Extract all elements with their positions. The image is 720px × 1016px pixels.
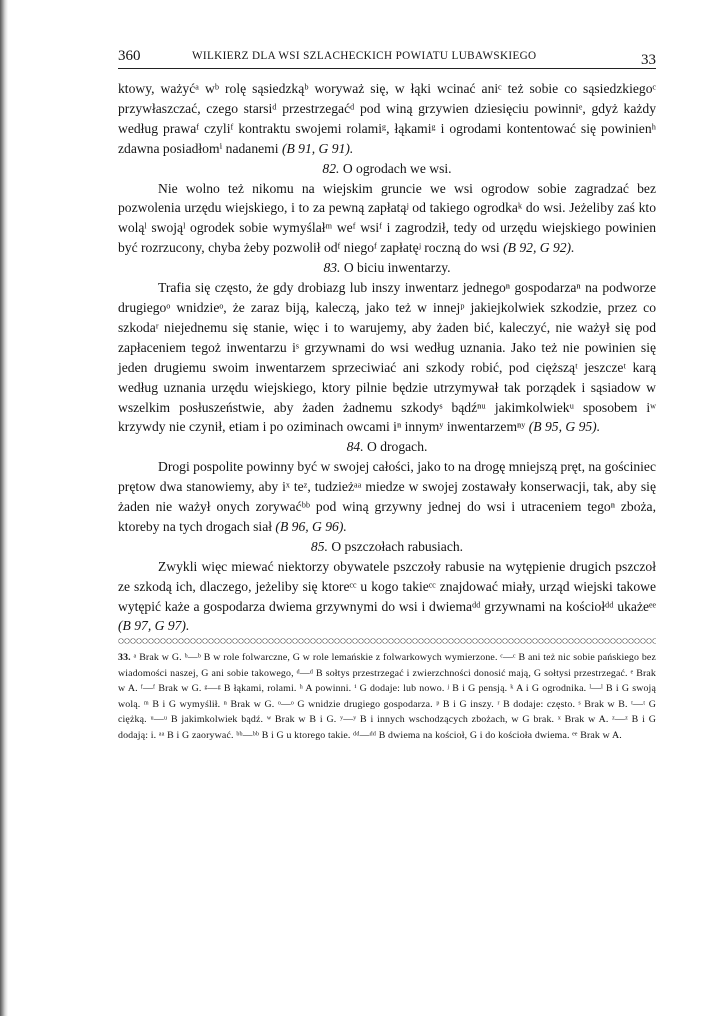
- source-reference: (B 95, G 95).: [528, 419, 601, 435]
- section-heading-85: [118, 537, 656, 557]
- section-title: O biciu inwentarzy.: [343, 260, 451, 276]
- section-number: 83.: [323, 260, 341, 276]
- paragraph-82: [118, 179, 656, 259]
- footnote-number: 33.: [118, 652, 131, 664]
- source-reference: (B 92, G 92).: [503, 240, 575, 256]
- paragraph-81-end: [118, 79, 656, 159]
- footnote-text: ᵃ Brak w G. ᵇ—ᵇ B w role folwarczne, G w role lemańskie z folwarkowych wymierzone. ᶜ—ᶜ B ani też nic sobie pańskiego bez wiadomości naszej, G ani sobie takowego, ᵈ—ᵈ B sołtys przestrzegać i zwierzchności donosić mają, G sołtysi przestrzegać. ᵉ Brak w A. ᶠ—ᶠ Brak w G. ᵍ—ᵍ B łąkami, rolami. ʰ A powinni. ⁱ G dodaje: lub nowo. ʲ B i G pensją. ᵏ A i G ogrodnika. ˡ—ˡ B i G swoją wolą. ᵐ B i G wymyślił. ⁿ Brak w G. ᵒ—ᵒ G wnidzie drugiego gospodarza. ᵖ B i G inszy. ʳ B dodaje: często. ˢ Brak w B. ᵗ—ᵗ G ciężką. ᵘ—ᵘ B jakimkolwiek bądź. ʷ Brak w B i G. ʸ—ʸ B i innych wschodzących zbożach, w G brak. ˣ Brak w A. ᶻ—ᶻ B i G dodają: i. ᵃᵃ B i G zaorywać. ᵇᵇ—ᵇᵇ B i G u ktorego takie. ᵈᵈ—ᵈᵈ B dwiema na kościoł, G i do kościoła dwiema. ᵉᵉ Brak w A.: [118, 652, 656, 741]
- document-number: 33: [641, 52, 656, 68]
- section-number: 85.: [310, 538, 328, 554]
- footnote-separator: [118, 638, 656, 644]
- section-heading-82: [118, 159, 656, 179]
- paragraph-85: [118, 557, 656, 637]
- paragraph-83: [118, 278, 656, 437]
- paragraph-text: Nie wolno też nikomu na wiejskim gruncie we wsi ogrodow sobie zagradzać bez pozwolenia urzędu wiejskiego, i to za pewną zapłatąʲ od takiego ogrodkaᵏ do wsi. Jeżeliby zaś kto woląˡ swojąˡ ogrodek sobie wymyślałᵐ weᶠ wsiᶠ i zagrodził, tedy od urzędu wiejskiego powinien być rozrzucony, chyba żeby pozwolił odᶠ niegoᶠ zapłatęʲ roczną do wsi: [118, 180, 656, 256]
- paragraph-text: Trafia się często, że gdy drobiazg lub inszy inwentarz jednegoⁿ gospodarzaⁿ na podworze drugiegoᵒ wnidzieᵒ, że zaraz biją, kaleczą, jako też w innejᵖ jakiejkolwiek szkodzie, przez co szkodaʳ niejednemu się stanie, więc i to warujemy, aby żaden bić, kaleczyć, nie ważył się pod zapłaceniem tegoż inwentarzu iˢ grzywnami do wsi według uznania. Jako też nie powinien się jeden drugiemu swoim inwentarzem sprzeciwiać ani szkody robić, pod cięższąᵗ jeszczeᵗ karą według uznania urzędu wiejskiego, ktory pilnie będzie utrzymywał tak porządek i sąsiadow w wszelkim posłuszeństwie, aby żaden żadnemu szkodyˢ bądźⁿᵘ jakimkolwiekᵘ sposobem iʷ krzywdy nie czynił, etiam i po oziminach owcami iⁿ innymʸ inwentarzemⁿʸ: [118, 280, 656, 435]
- paragraph-text: ktowy, ważyćᵃ wᵇ rolę sąsiedzkąᵇ woryważ się, w łąki wcinać aniᶜ też sobie co sąsiedzkiegoᶜ przywłaszczać, czego starsiᵈ przestrzegaćᵈ pod winą grzywien dziesięciu powinniᵉ, gdyż każdy według prawaᶠ czyliᶠ kontraktu swojemi rolamiᵍ, łąkamiᵍ i ogrodami kontentować się powinienʰ zdawna posiadłomⁱ nadanemi: [118, 81, 656, 156]
- section-title: O pszczołach rabusiach.: [331, 538, 464, 554]
- header-rule: [118, 68, 656, 69]
- critical-apparatus: [118, 650, 656, 743]
- book-page: [118, 44, 656, 743]
- main-text: [118, 79, 656, 636]
- section-number: 84.: [346, 439, 364, 455]
- section-title: O drogach.: [367, 439, 428, 455]
- footnote-block: [118, 650, 656, 743]
- page-number: 360: [118, 48, 141, 64]
- running-title: WILKIERZ DLA WSI SZLACHECKICH POWIATU LUBAWSKIEGO: [192, 50, 537, 62]
- source-reference: (B 97, G 97).: [118, 618, 190, 634]
- section-heading-84: [118, 437, 656, 457]
- source-reference: (B 96, G 96).: [275, 518, 347, 534]
- section-title: O ogrodach we wsi.: [342, 160, 452, 176]
- paragraph-text: Zwykli więc miewać niektorzy obywatele pszczoły rabusie na wytępienie drugich pszczoł ze szkodą ich, dlaczego, jeżeliby się ktoreᶜᶜ u kogo takieᶜᶜ znajdować miały, urząd wiejski takowe wytępić każe a gospodarza dwiema grzywnymi do wsi i dwiemaᵈᵈ grzywnami na kościołᵈᵈ ukażeᵉᵉ: [118, 558, 656, 614]
- source-reference: (B 91, G 91).: [281, 140, 354, 156]
- running-head: [118, 44, 656, 70]
- paragraph-84: [118, 457, 656, 537]
- paragraph-text: Drogi pospolite powinny być w swojej całości, jako to na drogę mniejszą pręt, na gościniec prętow dwa stanowiemy, aby iˣ teᶻ, tudzieżᵃᵃ miedze w swojej zostawały konserwacji, tak, aby się żaden nie ważył onych zorywaćᵇᵇ pod winą grzywny jednej do wsi i utraceniem tegoⁿ zboża, ktoreby na tych drogach siał: [118, 459, 656, 534]
- scan-left-edge: [0, 0, 8, 1016]
- section-heading-83: [118, 258, 656, 278]
- section-number: 82.: [322, 160, 340, 176]
